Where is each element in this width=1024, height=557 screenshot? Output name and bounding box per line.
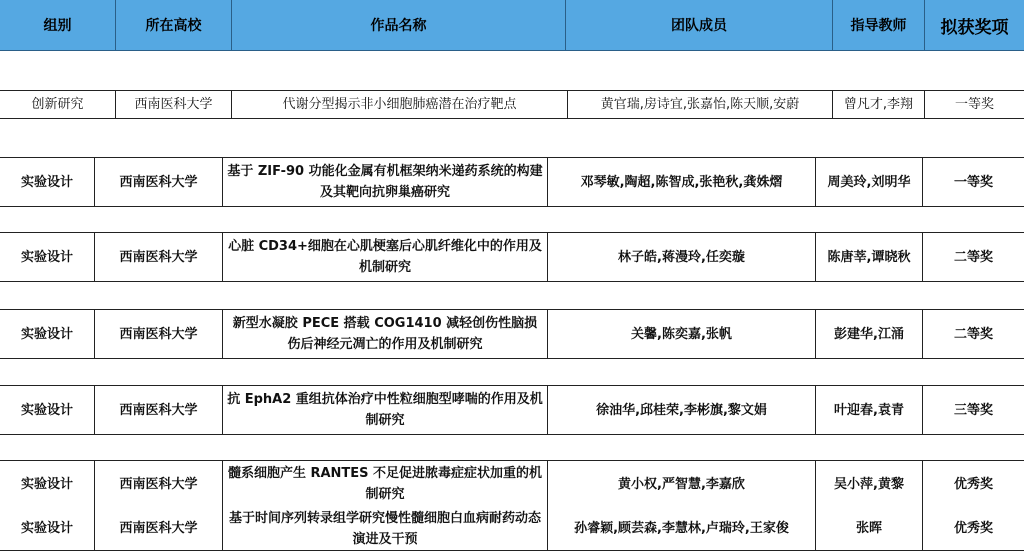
cell-members: 黄官瑞,房诗宜,张嘉怡,陈天顺,安蔚 <box>568 91 833 118</box>
cell-award: 二等奖 <box>953 249 993 265</box>
table-header <box>0 0 1024 51</box>
cell-award: 二等奖 <box>953 326 993 342</box>
cell-group: 实验设计 <box>0 233 95 281</box>
cell-school: 西南医科大学 <box>95 461 223 507</box>
cell-advisor: 吴小萍,黄黎 <box>816 461 923 507</box>
cell-advisor: 周美玲,刘明华 <box>816 158 923 206</box>
header-group: 组别 <box>0 0 116 50</box>
header-school: 所在高校 <box>116 0 232 50</box>
cell-members: 林子皓,蒋漫玲,任奕璇 <box>548 233 816 281</box>
cell-advisor: 张晖 <box>816 507 923 550</box>
cell-members: 关馨,陈奕嘉,张帆 <box>548 310 816 358</box>
cell-school: 西南医科大学 <box>116 91 232 118</box>
cell-group: 实验设计 <box>0 158 95 206</box>
cell-award: 优秀奖 <box>953 521 993 536</box>
cell-group: 实验设计 <box>0 507 95 550</box>
cell-title: 基于时间序列转录组学研究慢性髓细胞白血病耐药动态演进及干预 <box>223 507 548 550</box>
cell-members: 孙睿颖,顾芸森,李慧林,卢瑞玲,王家俊 <box>548 507 816 550</box>
cell-members: 徐油华,邱桂荣,李彬旗,黎文娟 <box>548 386 816 434</box>
table-row <box>0 90 1024 119</box>
table-row <box>0 232 1024 282</box>
cell-members: 黄小权,严智慧,李嘉欣 <box>548 461 816 507</box>
cell-title: 代谢分型揭示非小细胞肺癌潜在治疗靶点 <box>232 91 568 118</box>
cell-members: 邓琴敏,陶超,陈智成,张艳秋,龚姝熠 <box>548 158 816 206</box>
header-advisor: 指导教师 <box>833 0 925 50</box>
cell-award: 一等奖 <box>954 97 994 112</box>
cell-school: 西南医科大学 <box>95 507 223 550</box>
cell-group: 创新研究 <box>0 91 116 118</box>
table-row <box>0 157 1024 207</box>
cell-award: 一等奖 <box>953 174 993 190</box>
cell-school: 西南医科大学 <box>95 386 223 434</box>
cell-title: 抗 EphA2 重组抗体治疗中性粒细胞型哮喘的作用及机制研究 <box>223 386 548 434</box>
table-row <box>0 460 1024 508</box>
table-row <box>0 309 1024 359</box>
table-row <box>0 385 1024 435</box>
cell-award: 优秀奖 <box>953 476 993 492</box>
cell-title: 基于 ZIF-90 功能化金属有机框架纳米递药系统的构建及其靶向抗卵巢癌研究 <box>223 158 548 206</box>
cell-group: 实验设计 <box>0 386 95 434</box>
cell-school: 西南医科大学 <box>95 310 223 358</box>
cell-group: 实验设计 <box>0 461 95 507</box>
cell-title: 新型水凝胶 PECE 搭载 COG1410 减轻创伤性脑损伤后神经元凋亡的作用及机制研究 <box>223 310 548 358</box>
cell-advisor: 曾凡才,李翔 <box>833 91 925 118</box>
cell-school: 西南医科大学 <box>95 233 223 281</box>
header-award: 拟获奖项 <box>940 17 1009 38</box>
cell-school: 西南医科大学 <box>95 158 223 206</box>
header-members: 团队成员 <box>566 0 833 50</box>
cell-title: 髓系细胞产生 RANTES 不足促进脓毒症症状加重的机制研究 <box>223 461 548 507</box>
table-row <box>0 507 1024 551</box>
header-title: 作品名称 <box>232 0 566 50</box>
cell-advisor: 彭建华,江涌 <box>816 310 923 358</box>
cell-advisor: 陈唐莘,谭晓秋 <box>816 233 923 281</box>
cell-title: 心脏 CD34+细胞在心肌梗塞后心肌纤维化中的作用及机制研究 <box>223 233 548 281</box>
cell-advisor: 叶迎春,袁青 <box>816 386 923 434</box>
cell-group: 实验设计 <box>0 310 95 358</box>
cell-award: 三等奖 <box>953 402 993 418</box>
